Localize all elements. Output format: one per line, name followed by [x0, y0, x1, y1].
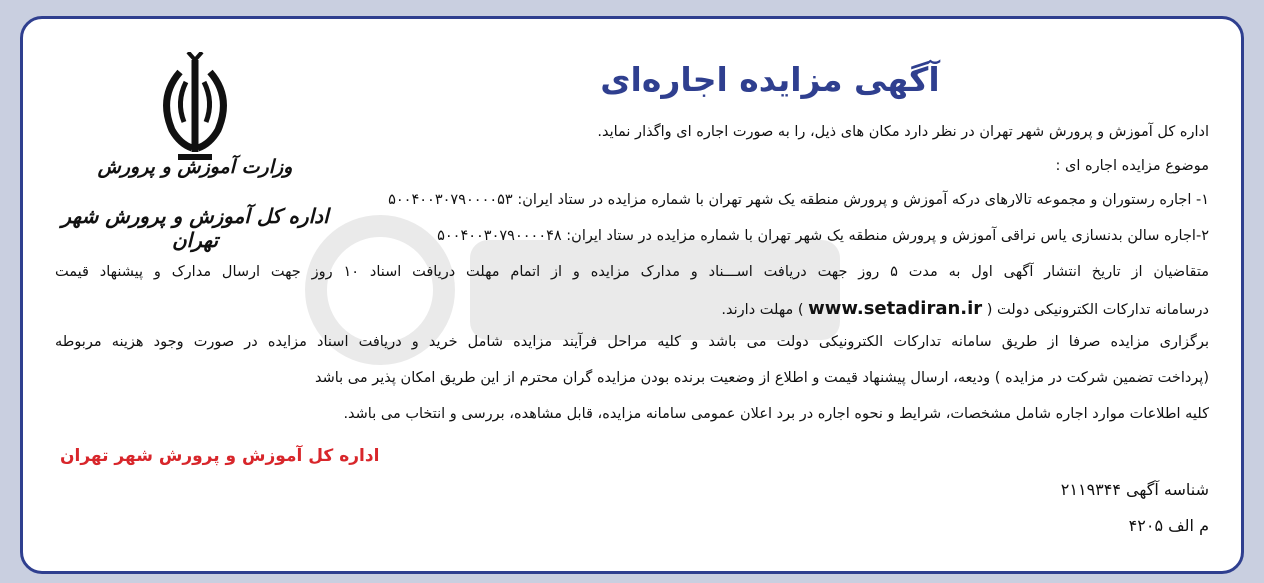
setadiran-link[interactable]: www.setadiran.ir [808, 298, 983, 319]
item-2 [437, 228, 1209, 244]
para1-line2 [721, 298, 1209, 319]
ad-code: م الف ۴۲۰۵ [1128, 516, 1209, 535]
item-1 [388, 192, 1209, 208]
subject-label: موضوع مزایده اجاره ای : [1055, 158, 1209, 174]
item-2-number: ۵۰۰۴۰۰۳۰۷۹۰۰۰۰۴۸ [437, 228, 562, 244]
iran-emblem-icon [150, 52, 240, 162]
ministry-name: وزارت آموزش و پرورش [97, 156, 293, 178]
item-1-number: ۵۰۰۴۰۰۳۰۷۹۰۰۰۰۵۳ [388, 192, 513, 208]
para2-line2: (پرداخت تضمین شرکت در مزایده ) ودیعه، ارسال پیشنهاد قیمت و اطلاع از وضعیت برنده بودن مزایده گران محترم از این طریق امکان پذیر می باشد [314, 370, 1209, 386]
para1-line1: متقاضیان از تاریخ انتشار آگهی اول به مدت ۵ روز جهت دریافت اســـناد و مدارک مزایده و از اتمام مهلت دریافت اسناد ۱۰ روز جهت ارسال مدارک و پیشنهاد قیمت [55, 264, 1210, 280]
item-2-text: ۲-اجاره سالن بدنسازی یاس نراقی آموزش و پرورش منطقه یک شهر تهران با شماره مزایده در ستاد ایران: [566, 228, 1209, 244]
ad-id: شناسه آگهی ۲۱۱۹۳۴۴ [1060, 480, 1209, 499]
bureau-name: اداره کل آموزش و پرورش شهر تهران [61, 204, 329, 252]
para3: کلیه اطلاعات موارد اجاره شامل مشخصات، شرایط و نحوه اجاره در برد اعلان عمومی سامانه مزایده، قابل مشاهده، بررسی و انتخاب می باشد. [343, 406, 1209, 422]
intro-text: اداره کل آموزش و پرورش شهر تهران در نظر دارد مکان های ذیل، را به صورت اجاره ای واگذار نماید. [597, 124, 1209, 140]
signer: اداره کل آموزش و پرورش شهر تهران [60, 446, 380, 466]
item-1-text: ۱- اجاره رستوران و مجموعه تالارهای درکه آموزش و پرورش منطقه یک شهر تهران با شماره مزایده در ستاد ایران: [517, 192, 1209, 208]
para2-line1: برگزاری مزایده صرفا از طریق سامانه تدارکات الکترونیکی دولت می باشد و کلیه مراحل فرآیند مزایده شامل خرید و دریافت اسناد مزایده در صورت وجود هزینه مربوطه [55, 334, 1209, 350]
notice-title: آگهی مزایده اجاره‌ای [600, 60, 940, 99]
para1-line2-end: ) مهلت دارند. [721, 302, 804, 318]
para1-line2-start: درسامانه تدارکات الکترونیکی دولت ( [986, 302, 1209, 318]
